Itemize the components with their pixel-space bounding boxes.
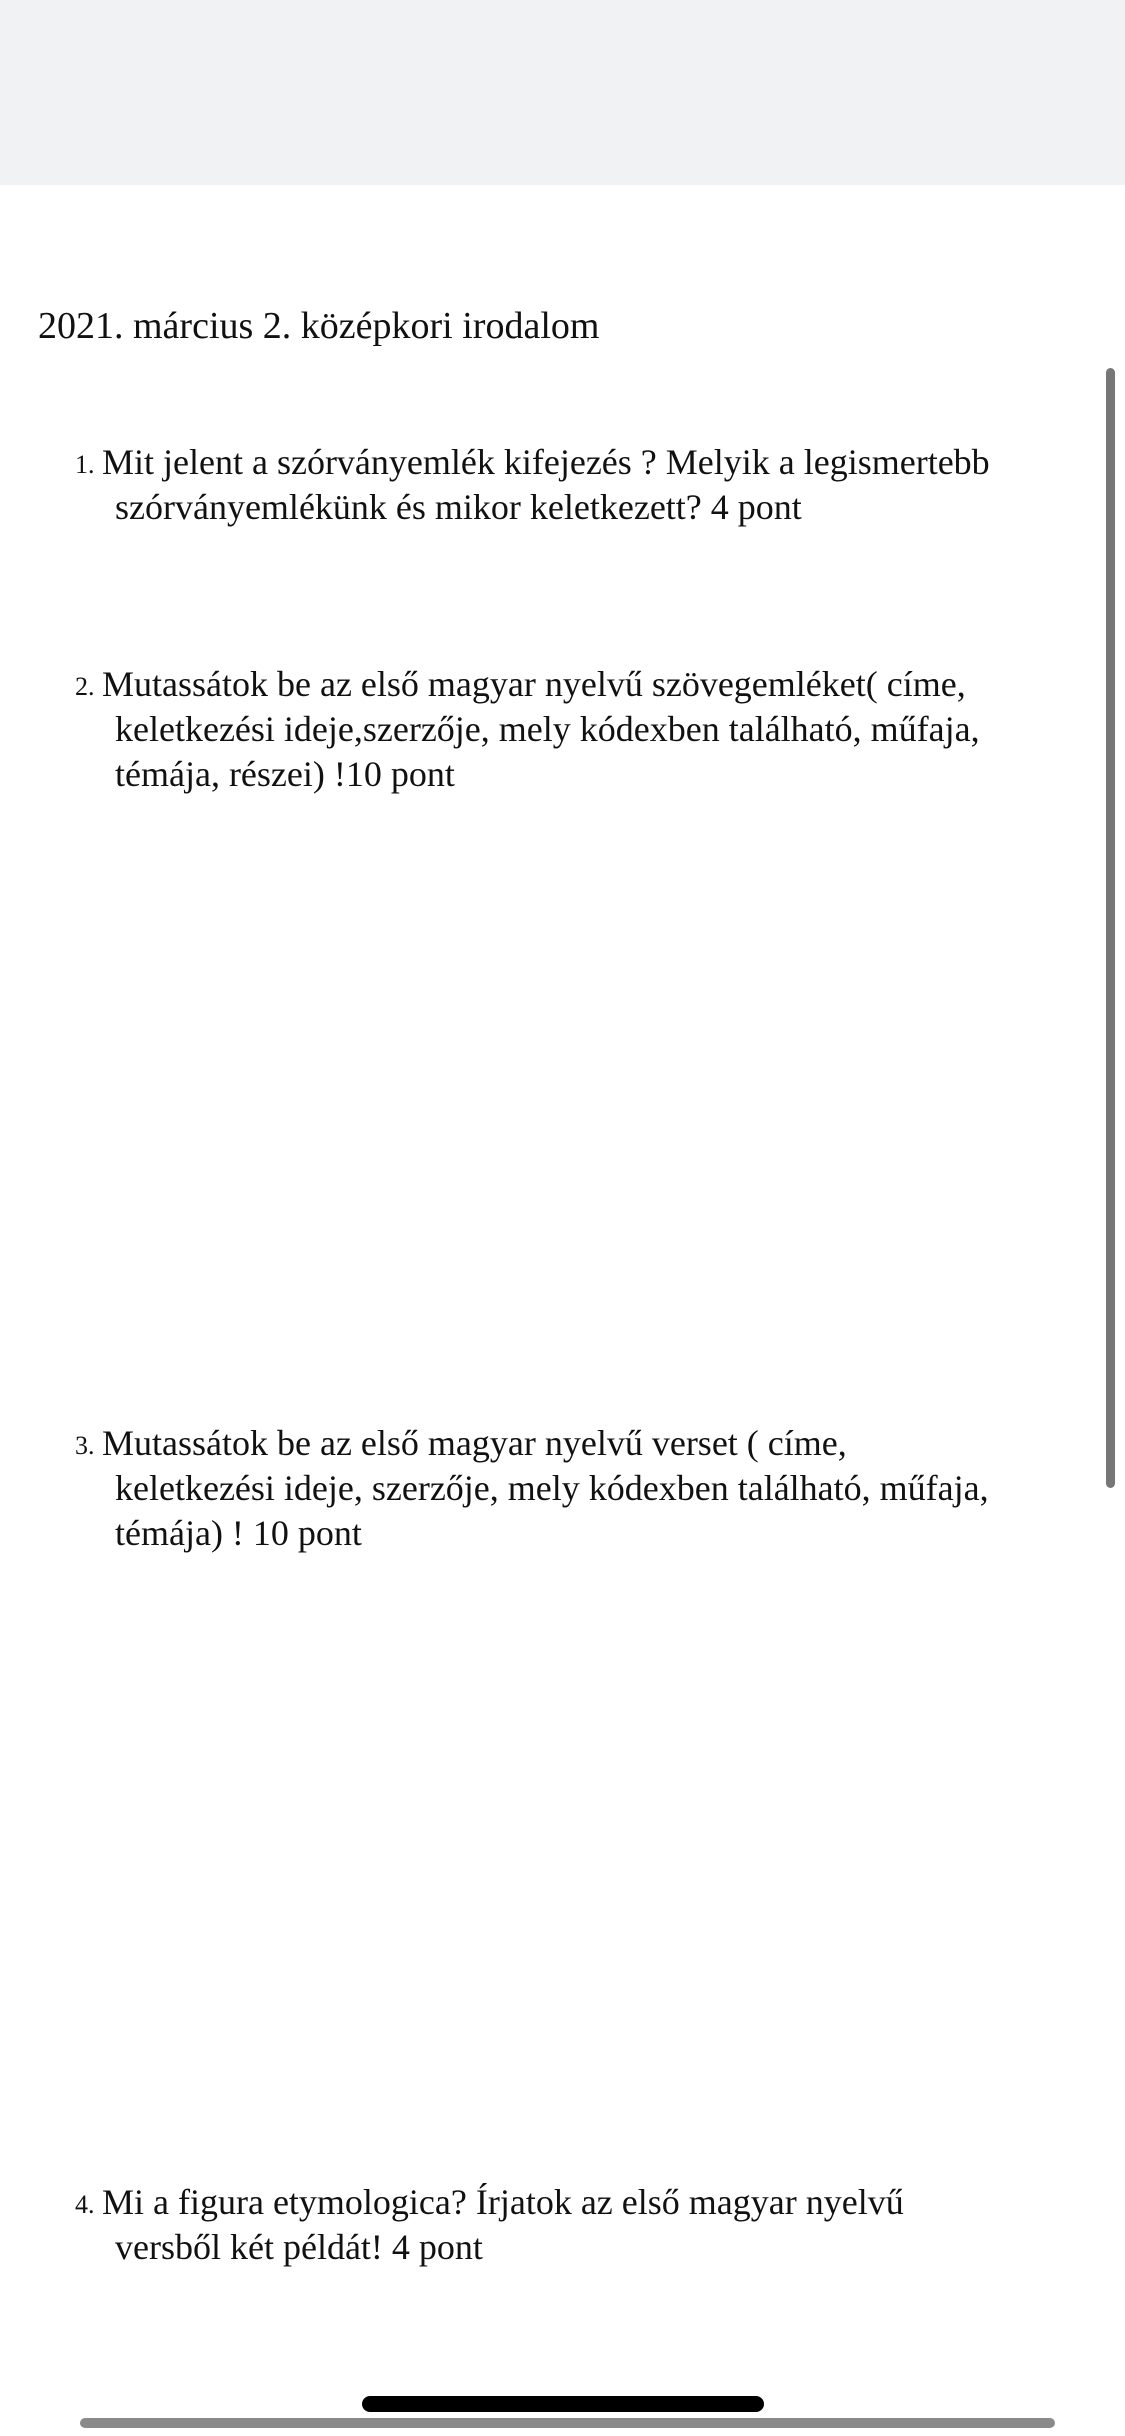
question-text-line: keletkezési ideje, szerzője, mely kódexben található, műfaja,	[115, 1468, 989, 1508]
question-text-line: témája) ! 10 pont	[115, 1513, 362, 1553]
question-number: 4.	[75, 2190, 95, 2219]
question-2	[75, 662, 1075, 797]
question-3	[75, 1421, 1075, 1556]
home-indicator[interactable]	[362, 2396, 764, 2412]
question-number: 2.	[75, 672, 95, 701]
question-1	[75, 440, 1075, 530]
question-text-line: keletkezési ideje,szerzője, mely kódexben található, műfaja,	[115, 709, 980, 749]
question-text-line: Mutassátok be az első magyar nyelvű szövegemléket( címe,	[102, 664, 966, 704]
question-text-line: Mutassátok be az első magyar nyelvű verset ( címe,	[102, 1423, 847, 1463]
horizontal-scrollbar[interactable]	[80, 2418, 1055, 2428]
question-text-line: Mit jelent a szórványemlék kifejezés ? Melyik a legismertebb	[102, 442, 990, 482]
top-toolbar-area	[0, 0, 1125, 185]
question-number: 3.	[75, 1431, 95, 1460]
question-text-line: témája, részei) !10 pont	[115, 754, 455, 794]
question-text-line: Mi a figura etymologica? Írjatok az első magyar nyelvű	[102, 2182, 904, 2222]
question-text-line: szórványemlékünk és mikor keletkezett? 4 pont	[115, 487, 802, 527]
question-text-line: versből két példát! 4 pont	[115, 2227, 483, 2267]
vertical-scrollbar[interactable]	[1106, 368, 1115, 1488]
question-4	[75, 2180, 1075, 2270]
document-title: 2021. március 2. középkori irodalom	[38, 305, 600, 347]
question-number: 1.	[75, 450, 95, 479]
